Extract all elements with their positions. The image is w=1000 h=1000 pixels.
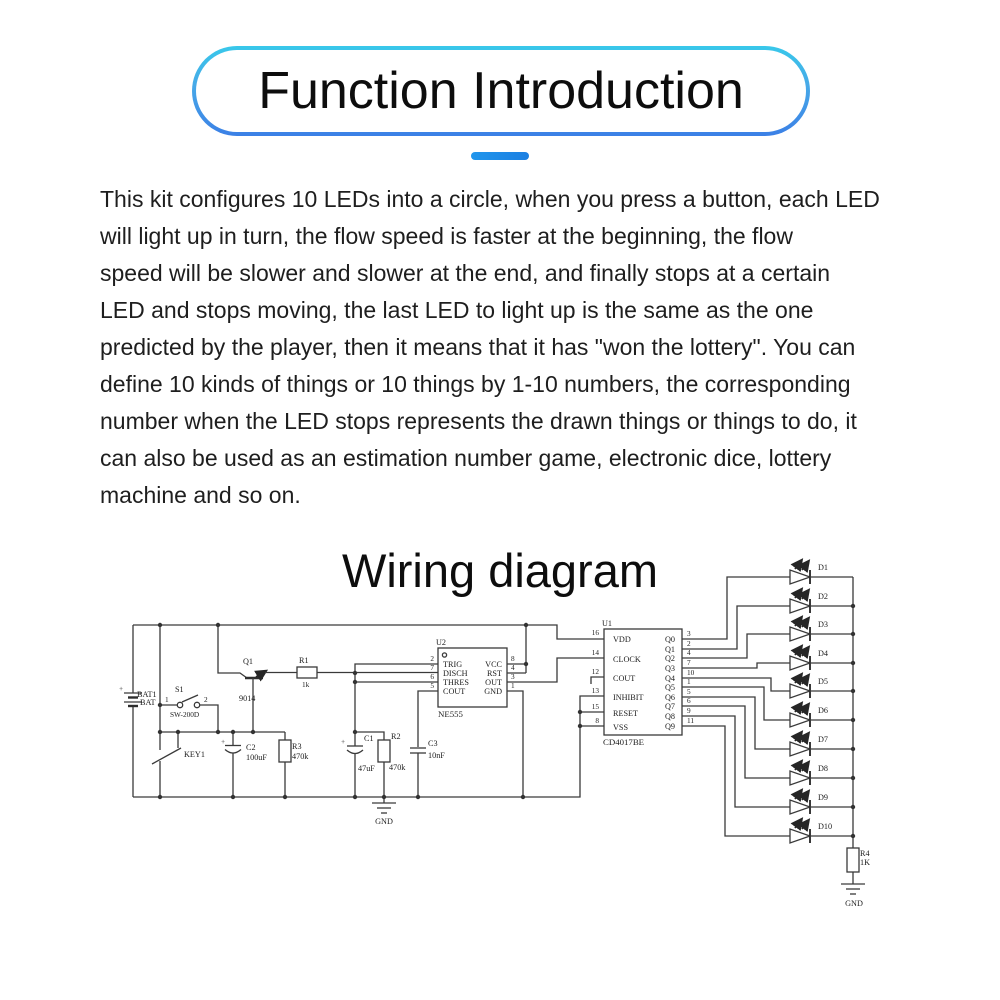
battery-plus-label: + (119, 684, 124, 693)
led-triangle (790, 599, 810, 613)
u1-pin-label: VDD (613, 635, 631, 644)
r3-ref: R3 (292, 742, 302, 751)
r1-ref: R1 (299, 656, 309, 665)
u1-pin-num: 4 (687, 648, 691, 657)
led-label: D10 (818, 822, 833, 831)
led-bus-and-r4 (841, 577, 870, 908)
u1-pin-num: 2 (687, 639, 691, 648)
light-emission-arrow-icon (795, 704, 801, 712)
light-emission-arrow-icon (802, 619, 808, 627)
resistor-r1 (297, 656, 438, 689)
c1-plus: + (341, 737, 346, 746)
light-emission-arrow-icon (795, 820, 801, 828)
battery-ref: BAT1 (137, 690, 157, 699)
led-triangle (790, 771, 810, 785)
light-emission-arrow-icon (795, 762, 801, 770)
u2-pin-num: 5 (430, 681, 434, 690)
ic-u2-ne555 (430, 625, 604, 797)
u2-pin-num: 6 (430, 672, 434, 681)
led-label: D9 (818, 793, 829, 802)
r2-ref: R2 (391, 732, 401, 741)
light-emission-arrow-icon (795, 590, 801, 598)
junction-dot (851, 689, 855, 693)
u1-pin-num: 8 (595, 716, 599, 725)
led-label: D2 (818, 592, 829, 601)
light-emission-arrow-icon (795, 561, 801, 569)
intro-line: can also be used as an estimation number game, electronic dice, lottery (100, 445, 832, 471)
junction-dot (851, 747, 855, 751)
intro-line: will light up in turn, the flow speed is faster at the beginning, the flow (100, 223, 793, 249)
led-wire (682, 706, 790, 778)
gnd-left-label: GND (375, 817, 393, 826)
battery (119, 684, 157, 707)
u2-pin-num: 8 (511, 654, 515, 663)
led-label: D7 (818, 735, 829, 744)
u2-pin-num: 7 (430, 663, 434, 672)
intro-line: number when the LED stops represents the drawn things or things to do, it (100, 408, 857, 434)
ground-symbol-left (372, 797, 396, 826)
r2-value: 470k (389, 763, 406, 772)
led-row-D2 (682, 590, 855, 649)
r4-ref: R4 (860, 849, 870, 858)
u1-pin-label: Q6 (664, 693, 675, 702)
u1-pin-num: 14 (591, 648, 599, 657)
key1-ref: KEY1 (184, 750, 205, 759)
led-wire (682, 687, 790, 720)
u1-pin-num: 1 (687, 677, 691, 686)
light-emission-arrow-icon (795, 733, 801, 741)
led-row-D3 (682, 618, 855, 658)
led-wire (682, 697, 790, 749)
u1-pin-label: Q8 (664, 712, 675, 721)
u1-pin-num: 6 (687, 696, 691, 705)
led-row-D6 (682, 687, 855, 727)
led-array (682, 561, 855, 843)
u1-pin-num: 16 (591, 628, 599, 637)
u1-pin-label: Q9 (664, 722, 675, 731)
led-label: D3 (818, 620, 829, 629)
intro-line: This kit configures 10 LEDs into a circle, when you press a button, each LED (100, 186, 880, 212)
wiring-diagram-heading: Wiring diagram (341, 544, 659, 597)
led-label: D5 (818, 677, 829, 686)
u1-pin-label: Q2 (664, 654, 675, 663)
transistor-q1 (218, 625, 297, 732)
c2-ref: C2 (246, 743, 256, 752)
light-emission-arrow-icon (802, 648, 808, 656)
junction-dot (851, 604, 855, 608)
u2-pin-label: COUT (443, 687, 466, 696)
u1-pin-label: Q4 (664, 674, 675, 683)
s1-pin1: 1 (165, 695, 169, 704)
light-emission-arrow-icon (802, 763, 808, 771)
led-label: D4 (818, 649, 829, 658)
s1-pin2: 2 (204, 695, 208, 704)
u2-pin-label: RST (486, 669, 502, 678)
light-emission-arrow-icon (795, 675, 801, 683)
light-emission-arrow-icon (802, 562, 808, 570)
u2-name: NE555 (438, 709, 463, 719)
c3-value: 10nF (428, 751, 445, 760)
led-triangle (790, 570, 810, 584)
led-triangle (790, 742, 810, 756)
led-wire (682, 716, 790, 807)
battery-name: BAT (140, 698, 156, 707)
u1-pin-label: CLOCK (613, 655, 641, 664)
gnd-right-label: GND (845, 899, 863, 908)
junction-dot (851, 718, 855, 722)
u1-pin-num: 3 (687, 629, 691, 638)
capacitor-c2 (221, 732, 267, 797)
u2-pin-num: 1 (511, 681, 515, 690)
u2-pin-label: OUT (485, 678, 502, 687)
light-emission-arrow-icon (802, 792, 808, 800)
light-emission-arrow-icon (802, 591, 808, 599)
light-emission-arrow-icon (802, 705, 808, 713)
u2-pin-label: VCC (485, 660, 502, 669)
led-triangle (790, 829, 810, 843)
switch-s1 (160, 625, 218, 797)
u1-pin-num: 15 (591, 702, 599, 711)
u2-ref: U2 (436, 638, 447, 647)
light-emission-arrow-icon (795, 618, 801, 626)
u1-pin-label: Q5 (664, 683, 675, 692)
led-row-D10 (682, 726, 855, 843)
light-emission-arrow-icon (802, 821, 808, 829)
led-row-D8 (682, 706, 855, 785)
u1-pin-label: INHIBIT (613, 693, 644, 702)
led-triangle (790, 713, 810, 727)
intro-line: define 10 kinds of things or 10 things by 1-10 numbers, the corresponding (100, 371, 851, 397)
junction-dot (851, 661, 855, 665)
c2-plus: + (221, 737, 226, 746)
u1-name: CD4017BE (603, 737, 645, 747)
q1-ref: Q1 (243, 657, 254, 666)
r1-value: 1k (302, 680, 310, 689)
junction-dot (851, 805, 855, 809)
led-wire (682, 678, 790, 691)
led-triangle (790, 800, 810, 814)
u2-pin-label: GND (484, 687, 502, 696)
led-wire (682, 577, 790, 639)
u1-pin-num: 10 (687, 668, 695, 677)
led-triangle (790, 656, 810, 670)
page-title: Function Introduction (196, 50, 806, 132)
junction-dot (851, 834, 855, 838)
u1-pin-label: Q1 (664, 645, 675, 654)
intro-line: predicted by the player, then it means that it has "won the lottery". You can (100, 334, 856, 360)
u2-pin-num: 2 (430, 654, 434, 663)
led-label: D6 (818, 706, 829, 715)
u1-pin-label: Q7 (664, 702, 675, 711)
intro-line: LED and stops moving, the last LED to light up is the same as the one (100, 297, 814, 323)
led-triangle (790, 627, 810, 641)
u2-pin-label: TRIG (443, 660, 463, 669)
u2-pin-num: 3 (511, 672, 515, 681)
c1-value: 47uF (358, 764, 375, 773)
u1-pin-label: Q3 (664, 664, 675, 673)
u1-pin-num: 12 (591, 667, 599, 676)
led-label: D1 (818, 563, 829, 572)
u1-pin-label: Q0 (664, 635, 675, 644)
ic-u1-cd4017be (591, 619, 695, 747)
light-emission-arrow-icon (802, 734, 808, 742)
u2-pin-num: 4 (511, 663, 515, 672)
resistor-r4 (847, 848, 859, 872)
u1-pin-label: RESET (613, 709, 639, 718)
u1-pin-num: 7 (687, 658, 691, 667)
led-wire (682, 606, 790, 649)
r3-value: 470k (292, 752, 309, 761)
light-emission-arrow-icon (795, 647, 801, 655)
resistor-r3 (279, 732, 309, 797)
u2-pin-label: DISCH (443, 669, 468, 678)
s1-ref: S1 (175, 685, 184, 694)
s1-model: SW-200D (170, 710, 200, 719)
u1-pin-label: VSS (613, 723, 629, 732)
junction-dot (851, 776, 855, 780)
led-wire (682, 663, 790, 668)
u1-pin-num: 11 (687, 716, 695, 725)
led-triangle (790, 684, 810, 698)
led-wire (682, 726, 790, 836)
u1-pin-num: 5 (687, 687, 691, 696)
q1-model: 9014 (239, 694, 256, 703)
u1-pin-num: 13 (591, 686, 599, 695)
u2-pin-label: THRES (443, 678, 469, 687)
c2-value: 100uF (246, 753, 267, 762)
r4-value: 1K (860, 858, 871, 867)
light-emission-arrow-icon (802, 676, 808, 684)
led-label: D8 (818, 764, 829, 773)
intro-line: machine and so on. (100, 482, 301, 508)
light-emission-arrow-icon (795, 791, 801, 799)
c1-ref: C1 (364, 734, 374, 743)
u1-ref: U1 (602, 619, 613, 628)
u1-pin-label: COUT (613, 674, 636, 683)
c3-ref: C3 (428, 739, 438, 748)
led-row-D9 (682, 716, 855, 814)
intro-line: speed will be slower and slower at the end, and finally stops at a certain (100, 260, 831, 286)
u1-pin-num: 9 (687, 706, 691, 715)
led-wire (682, 634, 790, 658)
junction-dot (851, 632, 855, 636)
